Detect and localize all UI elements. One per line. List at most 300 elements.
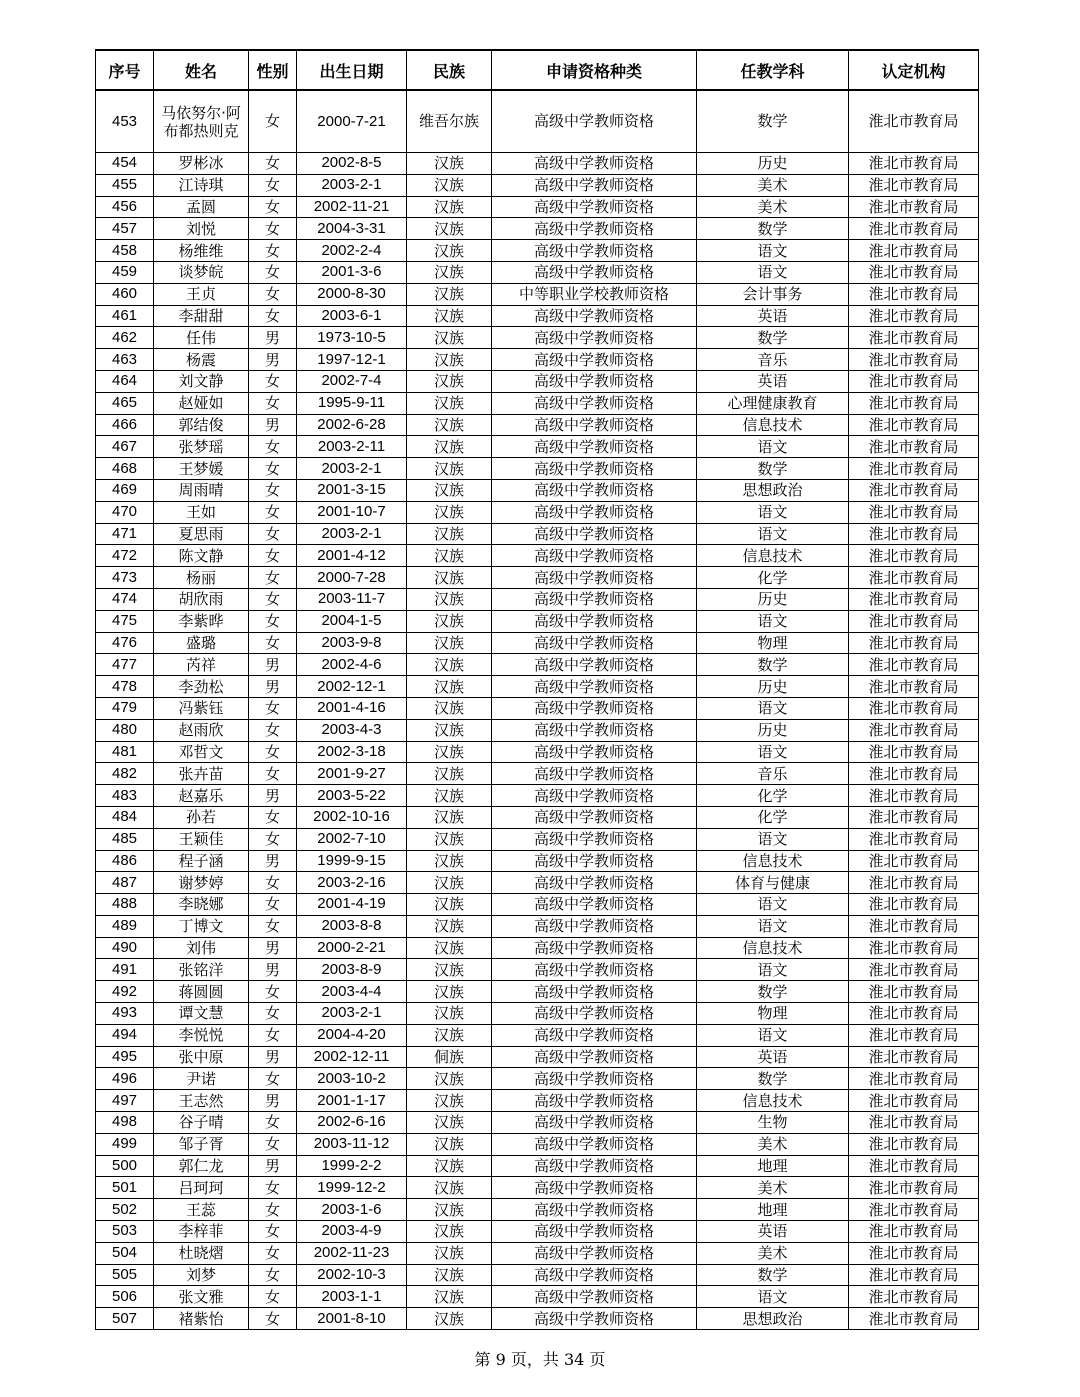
cell-authority: 淮北市教育局 xyxy=(849,392,979,414)
cell-cert-type: 高级中学教师资格 xyxy=(492,349,697,371)
cell-dob: 2000-7-28 xyxy=(297,567,407,589)
cell-dob: 2003-11-7 xyxy=(297,588,407,610)
cell-ethnicity: 汉族 xyxy=(407,1286,492,1308)
cell-subject: 体育与健康 xyxy=(697,872,849,894)
cell-seq: 471 xyxy=(96,523,154,545)
cell-name: 程子涵 xyxy=(154,850,249,872)
cell-dob: 2001-4-16 xyxy=(297,697,407,719)
teacher-certification-table xyxy=(95,49,979,1330)
header-gender: 性别 xyxy=(249,50,297,90)
cell-dob: 2000-7-21 xyxy=(297,90,407,153)
cell-dob: 2001-1-17 xyxy=(297,1090,407,1112)
cell-seq: 470 xyxy=(96,501,154,523)
cell-cert-type: 高级中学教师资格 xyxy=(492,763,697,785)
cell-name: 郭仁龙 xyxy=(154,1155,249,1177)
cell-gender: 女 xyxy=(249,1112,297,1134)
cell-seq: 489 xyxy=(96,915,154,937)
cell-seq: 484 xyxy=(96,806,154,828)
cell-dob: 2003-5-22 xyxy=(297,785,407,807)
cell-authority: 淮北市教育局 xyxy=(849,90,979,153)
page-number: 第 9 页，共 34 页 xyxy=(474,1350,606,1369)
cell-cert-type: 高级中学教师资格 xyxy=(492,894,697,916)
table-row xyxy=(96,937,979,959)
cell-subject: 历史 xyxy=(697,588,849,610)
cell-ethnicity: 汉族 xyxy=(407,697,492,719)
header-name: 姓名 xyxy=(154,50,249,90)
cell-name: 胡欣雨 xyxy=(154,588,249,610)
cell-ethnicity: 汉族 xyxy=(407,785,492,807)
table-row xyxy=(96,1024,979,1046)
cell-cert-type: 高级中学教师资格 xyxy=(492,305,697,327)
cell-seq: 455 xyxy=(96,174,154,196)
cell-subject: 数学 xyxy=(697,1068,849,1090)
cell-ethnicity: 汉族 xyxy=(407,763,492,785)
cell-cert-type: 高级中学教师资格 xyxy=(492,806,697,828)
cell-cert-type: 高级中学教师资格 xyxy=(492,741,697,763)
cell-subject: 信息技术 xyxy=(697,850,849,872)
cell-authority: 淮北市教育局 xyxy=(849,894,979,916)
cell-seq: 459 xyxy=(96,261,154,283)
table-row xyxy=(96,414,979,436)
cell-dob: 2002-4-6 xyxy=(297,654,407,676)
cell-gender: 男 xyxy=(249,1046,297,1068)
header-subject: 任教学科 xyxy=(697,50,849,90)
table-row xyxy=(96,501,979,523)
cell-seq: 504 xyxy=(96,1242,154,1264)
cell-cert-type: 高级中学教师资格 xyxy=(492,458,697,480)
table-row xyxy=(96,828,979,850)
cell-authority: 淮北市教育局 xyxy=(849,567,979,589)
cell-dob: 2001-10-7 xyxy=(297,501,407,523)
cell-gender: 女 xyxy=(249,501,297,523)
cell-ethnicity: 汉族 xyxy=(407,588,492,610)
cell-dob: 2003-1-6 xyxy=(297,1199,407,1221)
cell-ethnicity: 汉族 xyxy=(407,501,492,523)
cell-cert-type: 高级中学教师资格 xyxy=(492,610,697,632)
cell-dob: 1999-9-15 xyxy=(297,850,407,872)
cell-gender: 女 xyxy=(249,981,297,1003)
table-header-row xyxy=(96,50,979,90)
cell-name: 刘文静 xyxy=(154,370,249,392)
table-row xyxy=(96,1133,979,1155)
cell-subject: 心理健康教育 xyxy=(697,392,849,414)
cell-authority: 淮北市教育局 xyxy=(849,501,979,523)
cell-gender: 女 xyxy=(249,545,297,567)
cell-ethnicity: 汉族 xyxy=(407,349,492,371)
cell-ethnicity: 汉族 xyxy=(407,327,492,349)
cell-subject: 语文 xyxy=(697,697,849,719)
cell-name: 周雨晴 xyxy=(154,479,249,501)
cell-ethnicity: 汉族 xyxy=(407,632,492,654)
cell-ethnicity: 汉族 xyxy=(407,1068,492,1090)
cell-dob: 1999-2-2 xyxy=(297,1155,407,1177)
cell-cert-type: 高级中学教师资格 xyxy=(492,1177,697,1199)
cell-dob: 2002-6-28 xyxy=(297,414,407,436)
cell-ethnicity: 汉族 xyxy=(407,850,492,872)
table-row xyxy=(96,676,979,698)
cell-seq: 458 xyxy=(96,240,154,262)
cell-subject: 语文 xyxy=(697,1286,849,1308)
cell-ethnicity: 汉族 xyxy=(407,283,492,305)
cell-dob: 2002-11-23 xyxy=(297,1242,407,1264)
cell-dob: 2004-4-20 xyxy=(297,1024,407,1046)
cell-name: 邓哲文 xyxy=(154,741,249,763)
cell-subject: 美术 xyxy=(697,174,849,196)
table-row xyxy=(96,458,979,480)
cell-cert-type: 高级中学教师资格 xyxy=(492,1199,697,1221)
cell-gender: 男 xyxy=(249,349,297,371)
cell-cert-type: 高级中学教师资格 xyxy=(492,196,697,218)
cell-seq: 503 xyxy=(96,1221,154,1243)
cell-cert-type: 高级中学教师资格 xyxy=(492,872,697,894)
cell-cert-type: 高级中学教师资格 xyxy=(492,1221,697,1243)
cell-name: 刘伟 xyxy=(154,937,249,959)
cell-authority: 淮北市教育局 xyxy=(849,828,979,850)
cell-gender: 女 xyxy=(249,1264,297,1286)
cell-ethnicity: 汉族 xyxy=(407,741,492,763)
table-row xyxy=(96,610,979,632)
cell-authority: 淮北市教育局 xyxy=(849,1264,979,1286)
cell-subject: 语文 xyxy=(697,915,849,937)
cell-ethnicity: 汉族 xyxy=(407,654,492,676)
cell-ethnicity: 汉族 xyxy=(407,414,492,436)
cell-authority: 淮北市教育局 xyxy=(849,588,979,610)
cell-dob: 2003-2-1 xyxy=(297,174,407,196)
cell-gender: 女 xyxy=(249,719,297,741)
header-ethnicity: 民族 xyxy=(407,50,492,90)
table-row xyxy=(96,632,979,654)
cell-dob: 2002-12-1 xyxy=(297,676,407,698)
cell-subject: 会计事务 xyxy=(697,283,849,305)
cell-subject: 语文 xyxy=(697,894,849,916)
cell-cert-type: 中等职业学校教师资格 xyxy=(492,283,697,305)
cell-authority: 淮北市教育局 xyxy=(849,1286,979,1308)
cell-dob: 2002-6-16 xyxy=(297,1112,407,1134)
cell-name: 丁博文 xyxy=(154,915,249,937)
cell-gender: 女 xyxy=(249,1308,297,1330)
cell-ethnicity: 侗族 xyxy=(407,1046,492,1068)
cell-ethnicity: 汉族 xyxy=(407,1177,492,1199)
table-row xyxy=(96,763,979,785)
cell-authority: 淮北市教育局 xyxy=(849,414,979,436)
table-row xyxy=(96,349,979,371)
cell-dob: 2001-4-19 xyxy=(297,894,407,916)
cell-name: 张中原 xyxy=(154,1046,249,1068)
cell-subject: 物理 xyxy=(697,632,849,654)
cell-dob: 2001-3-6 xyxy=(297,261,407,283)
cell-dob: 2003-4-9 xyxy=(297,1221,407,1243)
cell-ethnicity: 汉族 xyxy=(407,479,492,501)
cell-seq: 506 xyxy=(96,1286,154,1308)
cell-seq: 492 xyxy=(96,981,154,1003)
cell-seq: 474 xyxy=(96,588,154,610)
cell-dob: 1997-12-1 xyxy=(297,349,407,371)
cell-authority: 淮北市教育局 xyxy=(849,1177,979,1199)
table-row xyxy=(96,654,979,676)
cell-ethnicity: 汉族 xyxy=(407,1155,492,1177)
cell-authority: 淮北市教育局 xyxy=(849,610,979,632)
cell-subject: 语文 xyxy=(697,828,849,850)
cell-name: 芮祥 xyxy=(154,654,249,676)
cell-subject: 思想政治 xyxy=(697,1308,849,1330)
cell-authority: 淮北市教育局 xyxy=(849,676,979,698)
cell-seq: 485 xyxy=(96,828,154,850)
cell-gender: 女 xyxy=(249,370,297,392)
cell-name: 杨维维 xyxy=(154,240,249,262)
cell-gender: 女 xyxy=(249,828,297,850)
cell-subject: 美术 xyxy=(697,1177,849,1199)
cell-name: 王志然 xyxy=(154,1090,249,1112)
cell-subject: 语文 xyxy=(697,1024,849,1046)
cell-dob: 2001-4-12 xyxy=(297,545,407,567)
cell-seq: 462 xyxy=(96,327,154,349)
cell-cert-type: 高级中学教师资格 xyxy=(492,370,697,392)
table-row xyxy=(96,872,979,894)
cell-subject: 化学 xyxy=(697,806,849,828)
cell-cert-type: 高级中学教师资格 xyxy=(492,937,697,959)
cell-subject: 语文 xyxy=(697,741,849,763)
cell-dob: 2002-11-21 xyxy=(297,196,407,218)
cell-subject: 历史 xyxy=(697,153,849,175)
cell-subject: 数学 xyxy=(697,218,849,240)
table-row xyxy=(96,697,979,719)
cell-dob: 2003-11-12 xyxy=(297,1133,407,1155)
cell-name: 赵嘉乐 xyxy=(154,785,249,807)
cell-cert-type: 高级中学教师资格 xyxy=(492,1090,697,1112)
cell-seq: 480 xyxy=(96,719,154,741)
cell-ethnicity: 汉族 xyxy=(407,305,492,327)
cell-authority: 淮北市教育局 xyxy=(849,741,979,763)
cell-ethnicity: 汉族 xyxy=(407,1221,492,1243)
cell-gender: 男 xyxy=(249,959,297,981)
table-row xyxy=(96,240,979,262)
cell-gender: 女 xyxy=(249,458,297,480)
table-row xyxy=(96,327,979,349)
header-seq: 序号 xyxy=(96,50,154,90)
cell-ethnicity: 汉族 xyxy=(407,676,492,698)
cell-authority: 淮北市教育局 xyxy=(849,959,979,981)
cell-cert-type: 高级中学教师资格 xyxy=(492,261,697,283)
cell-authority: 淮北市教育局 xyxy=(849,850,979,872)
cell-cert-type: 高级中学教师资格 xyxy=(492,567,697,589)
cell-subject: 数学 xyxy=(697,327,849,349)
cell-authority: 淮北市教育局 xyxy=(849,327,979,349)
cell-gender: 女 xyxy=(249,240,297,262)
cell-seq: 479 xyxy=(96,697,154,719)
cell-dob: 2001-8-10 xyxy=(297,1308,407,1330)
table-row xyxy=(96,436,979,458)
cell-authority: 淮北市教育局 xyxy=(849,370,979,392)
cell-name: 谷子晴 xyxy=(154,1112,249,1134)
cell-subject: 美术 xyxy=(697,1133,849,1155)
cell-authority: 淮北市教育局 xyxy=(849,218,979,240)
cell-authority: 淮北市教育局 xyxy=(849,305,979,327)
cell-name: 吕珂珂 xyxy=(154,1177,249,1199)
cell-seq: 456 xyxy=(96,196,154,218)
table-row xyxy=(96,153,979,175)
cell-gender: 男 xyxy=(249,414,297,436)
cell-dob: 2002-2-4 xyxy=(297,240,407,262)
cell-dob: 2004-1-5 xyxy=(297,610,407,632)
cell-dob: 1995-9-11 xyxy=(297,392,407,414)
cell-gender: 女 xyxy=(249,697,297,719)
cell-name: 江诗琪 xyxy=(154,174,249,196)
cell-authority: 淮北市教育局 xyxy=(849,806,979,828)
cell-name: 张梦瑶 xyxy=(154,436,249,458)
cell-cert-type: 高级中学教师资格 xyxy=(492,240,697,262)
cell-dob: 2003-2-11 xyxy=(297,436,407,458)
cell-cert-type: 高级中学教师资格 xyxy=(492,719,697,741)
header-dob: 出生日期 xyxy=(297,50,407,90)
cell-ethnicity: 汉族 xyxy=(407,1133,492,1155)
cell-subject: 数学 xyxy=(697,1264,849,1286)
table-row xyxy=(96,959,979,981)
cell-cert-type: 高级中学教师资格 xyxy=(492,697,697,719)
cell-dob: 2002-10-3 xyxy=(297,1264,407,1286)
cell-authority: 淮北市教育局 xyxy=(849,763,979,785)
cell-dob: 2003-8-9 xyxy=(297,959,407,981)
cell-authority: 淮北市教育局 xyxy=(849,719,979,741)
cell-authority: 淮北市教育局 xyxy=(849,153,979,175)
cell-gender: 女 xyxy=(249,1068,297,1090)
cell-gender: 女 xyxy=(249,218,297,240)
cell-cert-type: 高级中学教师资格 xyxy=(492,523,697,545)
cell-authority: 淮北市教育局 xyxy=(849,1199,979,1221)
cell-name: 谈梦皖 xyxy=(154,261,249,283)
table-row xyxy=(96,894,979,916)
cell-subject: 音乐 xyxy=(697,349,849,371)
cell-authority: 淮北市教育局 xyxy=(849,458,979,480)
cell-ethnicity: 汉族 xyxy=(407,806,492,828)
cell-authority: 淮北市教育局 xyxy=(849,1155,979,1177)
cell-subject: 数学 xyxy=(697,90,849,153)
cell-gender: 女 xyxy=(249,806,297,828)
cell-subject: 音乐 xyxy=(697,763,849,785)
cell-seq: 493 xyxy=(96,1003,154,1025)
table-row xyxy=(96,1177,979,1199)
table-row xyxy=(96,1090,979,1112)
cell-subject: 语文 xyxy=(697,523,849,545)
table-row xyxy=(96,196,979,218)
cell-ethnicity: 汉族 xyxy=(407,1199,492,1221)
cell-gender: 女 xyxy=(249,1003,297,1025)
cell-seq: 473 xyxy=(96,567,154,589)
table-row xyxy=(96,90,979,153)
cell-name: 尹诺 xyxy=(154,1068,249,1090)
cell-seq: 500 xyxy=(96,1155,154,1177)
cell-subject: 英语 xyxy=(697,1046,849,1068)
table-row xyxy=(96,545,979,567)
cell-gender: 女 xyxy=(249,894,297,916)
cell-ethnicity: 汉族 xyxy=(407,1308,492,1330)
cell-name: 赵雨欣 xyxy=(154,719,249,741)
cell-authority: 淮北市教育局 xyxy=(849,1024,979,1046)
cell-name: 孙若 xyxy=(154,806,249,828)
table-row xyxy=(96,392,979,414)
cell-ethnicity: 汉族 xyxy=(407,828,492,850)
cell-subject: 信息技术 xyxy=(697,937,849,959)
cell-gender: 女 xyxy=(249,1024,297,1046)
cell-gender: 女 xyxy=(249,1133,297,1155)
cell-dob: 2002-7-10 xyxy=(297,828,407,850)
cell-name: 张铭洋 xyxy=(154,959,249,981)
cell-cert-type: 高级中学教师资格 xyxy=(492,1308,697,1330)
cell-name: 蒋圆圆 xyxy=(154,981,249,1003)
cell-ethnicity: 维吾尔族 xyxy=(407,90,492,153)
cell-name: 冯紫钰 xyxy=(154,697,249,719)
cell-authority: 淮北市教育局 xyxy=(849,261,979,283)
cell-dob: 2001-9-27 xyxy=(297,763,407,785)
cell-subject: 地理 xyxy=(697,1199,849,1221)
cell-dob: 2000-8-30 xyxy=(297,283,407,305)
cell-authority: 淮北市教育局 xyxy=(849,1112,979,1134)
cell-seq: 488 xyxy=(96,894,154,916)
cell-authority: 淮北市教育局 xyxy=(849,915,979,937)
cell-dob: 2003-6-1 xyxy=(297,305,407,327)
cell-name: 马依努尔·阿布都热则克 xyxy=(154,90,249,153)
cell-authority: 淮北市教育局 xyxy=(849,1090,979,1112)
cell-cert-type: 高级中学教师资格 xyxy=(492,392,697,414)
table-row xyxy=(96,283,979,305)
cell-cert-type: 高级中学教师资格 xyxy=(492,1133,697,1155)
cell-subject: 化学 xyxy=(697,567,849,589)
cell-gender: 女 xyxy=(249,1286,297,1308)
cell-authority: 淮北市教育局 xyxy=(849,174,979,196)
cell-seq: 499 xyxy=(96,1133,154,1155)
cell-name: 罗彬冰 xyxy=(154,153,249,175)
cell-seq: 463 xyxy=(96,349,154,371)
cell-gender: 男 xyxy=(249,1090,297,1112)
cell-ethnicity: 汉族 xyxy=(407,610,492,632)
cell-name: 张卉苗 xyxy=(154,763,249,785)
cell-gender: 女 xyxy=(249,915,297,937)
cell-seq: 496 xyxy=(96,1068,154,1090)
cell-name: 刘悦 xyxy=(154,218,249,240)
table-row xyxy=(96,305,979,327)
cell-seq: 466 xyxy=(96,414,154,436)
cell-seq: 476 xyxy=(96,632,154,654)
cell-name: 夏思雨 xyxy=(154,523,249,545)
cell-cert-type: 高级中学教师资格 xyxy=(492,981,697,1003)
cell-dob: 2003-2-1 xyxy=(297,1003,407,1025)
cell-gender: 男 xyxy=(249,785,297,807)
cell-ethnicity: 汉族 xyxy=(407,1242,492,1264)
cell-seq: 502 xyxy=(96,1199,154,1221)
cell-name: 盛璐 xyxy=(154,632,249,654)
cell-name: 李紫晔 xyxy=(154,610,249,632)
table-row xyxy=(96,1308,979,1330)
cell-seq: 468 xyxy=(96,458,154,480)
cell-seq: 490 xyxy=(96,937,154,959)
cell-dob: 2003-4-4 xyxy=(297,981,407,1003)
cell-ethnicity: 汉族 xyxy=(407,719,492,741)
cell-seq: 486 xyxy=(96,850,154,872)
cell-seq: 478 xyxy=(96,676,154,698)
cell-name: 褚紫怡 xyxy=(154,1308,249,1330)
cell-authority: 淮北市教育局 xyxy=(849,1068,979,1090)
cell-subject: 语文 xyxy=(697,261,849,283)
cell-cert-type: 高级中学教师资格 xyxy=(492,90,697,153)
cell-authority: 淮北市教育局 xyxy=(849,283,979,305)
cell-seq: 498 xyxy=(96,1112,154,1134)
cell-gender: 女 xyxy=(249,196,297,218)
cell-cert-type: 高级中学教师资格 xyxy=(492,915,697,937)
cell-seq: 501 xyxy=(96,1177,154,1199)
cell-seq: 477 xyxy=(96,654,154,676)
cell-dob: 2002-3-18 xyxy=(297,741,407,763)
cell-gender: 女 xyxy=(249,1199,297,1221)
cell-cert-type: 高级中学教师资格 xyxy=(492,1155,697,1177)
